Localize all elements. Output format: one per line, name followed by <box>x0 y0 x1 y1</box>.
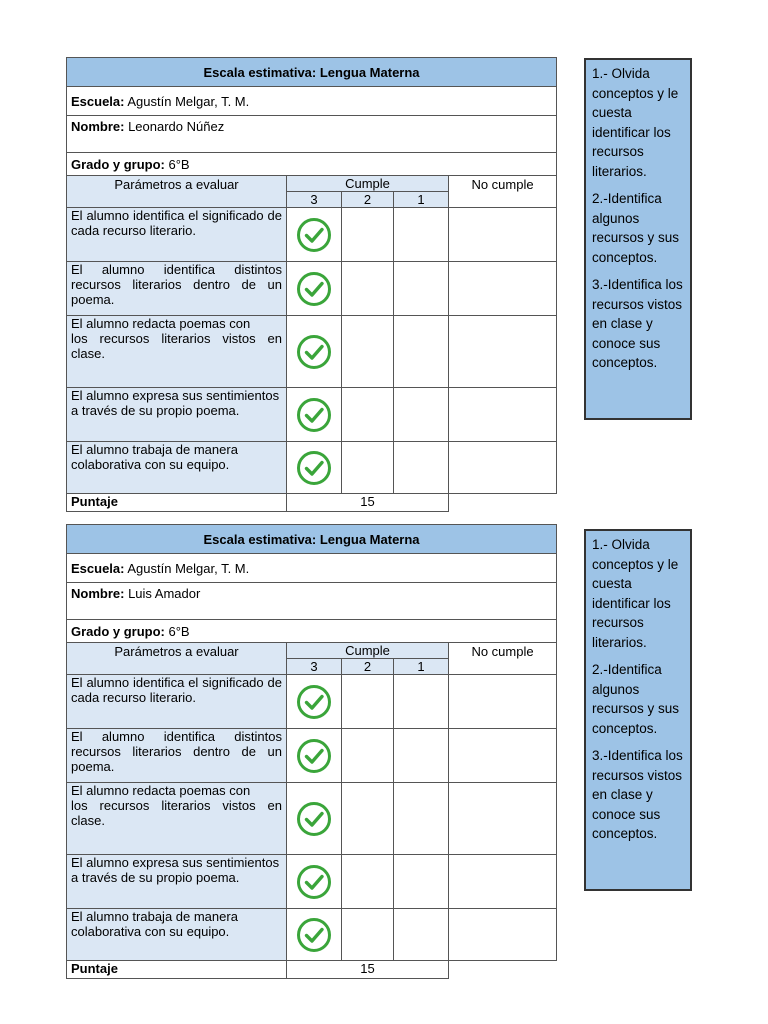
table-row <box>67 729 557 783</box>
table-row <box>67 262 557 316</box>
empty-cell <box>449 783 557 855</box>
legend-item-1: 1.- Olvida conceptos y le cuesta identificar los recursos literarios. <box>592 66 679 179</box>
school-label: Escuela: <box>71 93 125 109</box>
empty-cell <box>394 675 449 729</box>
table-row <box>67 675 557 729</box>
check-circle-icon <box>287 217 341 253</box>
empty-cell <box>394 388 449 442</box>
empty-cell <box>342 262 394 316</box>
level-2-header: 2 <box>342 192 394 208</box>
grade-row <box>67 620 557 643</box>
level-2-header: 2 <box>342 659 394 675</box>
empty-cell <box>449 675 557 729</box>
level-3-header: 3 <box>287 659 342 675</box>
check-circle-icon <box>287 271 341 307</box>
grade-row <box>67 153 557 176</box>
check-circle-icon <box>287 917 341 953</box>
parameter-text: El alumno redacta poemas con los recursos literarios vistos en clase. <box>67 316 287 388</box>
score-row <box>67 494 557 512</box>
school-row <box>67 87 557 116</box>
check-cell <box>287 316 342 388</box>
table-row <box>67 442 557 494</box>
empty-cell <box>449 208 557 262</box>
empty-cell <box>449 388 557 442</box>
school-value: Agustín Melgar, T. M. <box>124 93 250 109</box>
parameter-text: El alumno redacta poemas con los recursos literarios vistos en clase. <box>67 783 287 855</box>
legend-box <box>584 529 692 891</box>
legend-item-1: 1.- Olvida conceptos y le cuesta identificar los recursos literarios. <box>592 537 679 650</box>
grade-label: Grado y grupo: <box>71 156 165 172</box>
check-cell <box>287 262 342 316</box>
no-cumple-header: No cumple <box>449 176 557 208</box>
empty-cell <box>342 442 394 494</box>
check-circle-icon <box>287 738 341 774</box>
empty-cell <box>449 262 557 316</box>
parameter-text: El alumno identifica el significado de cada recurso literario. <box>67 208 287 262</box>
check-circle-icon <box>287 864 341 900</box>
legend-item-3: 3.-Identifica los recursos vistos en clase y conoce sus conceptos. <box>592 748 683 841</box>
name-row <box>67 583 557 620</box>
name-value: Luis Amador <box>124 586 201 601</box>
empty-cell <box>449 729 557 783</box>
check-cell <box>287 442 342 494</box>
check-cell <box>287 909 342 961</box>
parameter-text: El alumno identifica distintos recursos literarios dentro de un poema. <box>67 262 287 316</box>
empty-cell <box>449 855 557 909</box>
parameter-text: El alumno identifica distintos recursos literarios dentro de un poema. <box>67 729 287 783</box>
table-row <box>67 316 557 388</box>
school-label: Escuela: <box>71 560 125 576</box>
empty-cell <box>394 909 449 961</box>
check-cell <box>287 388 342 442</box>
check-cell <box>287 208 342 262</box>
table-row <box>67 208 557 262</box>
empty-cell <box>394 262 449 316</box>
legend-item-2: 2.-Identifica algunos recursos y sus conceptos. <box>592 191 680 265</box>
level-3-header: 3 <box>287 192 342 208</box>
score-value: 15 <box>287 494 449 512</box>
rubric-table <box>66 524 557 979</box>
empty-cell <box>342 909 394 961</box>
level-1-header: 1 <box>394 659 449 675</box>
grade-label: Grado y grupo: <box>71 623 165 639</box>
empty-cell <box>449 316 557 388</box>
empty-cell <box>394 855 449 909</box>
params-header: Parámetros a evaluar <box>67 643 287 675</box>
name-label: Nombre: <box>71 119 125 134</box>
legend-item-3: 3.-Identifica los recursos vistos en clase y conoce sus conceptos. <box>592 277 683 370</box>
blank <box>449 494 557 512</box>
empty-cell <box>449 909 557 961</box>
parameter-text: El alumno identifica el significado de cada recurso literario. <box>67 675 287 729</box>
empty-cell <box>394 442 449 494</box>
score-row <box>67 961 557 979</box>
empty-cell <box>449 442 557 494</box>
check-circle-icon <box>287 684 341 720</box>
empty-cell <box>342 208 394 262</box>
check-cell <box>287 675 342 729</box>
grade-value: 6°B <box>164 156 190 172</box>
empty-cell <box>342 316 394 388</box>
no-cumple-header: No cumple <box>449 643 557 675</box>
score-value: 15 <box>287 961 449 979</box>
empty-cell <box>342 783 394 855</box>
table-row <box>67 388 557 442</box>
legend-box <box>584 58 692 420</box>
params-header: Parámetros a evaluar <box>67 176 287 208</box>
cumple-header: Cumple <box>287 176 449 192</box>
level-1-header: 1 <box>394 192 449 208</box>
name-value: Leonardo Núñez <box>124 119 225 134</box>
table-row <box>67 783 557 855</box>
school-row <box>67 554 557 583</box>
grade-value: 6°B <box>164 623 190 639</box>
rubric-table <box>66 57 557 512</box>
parameter-text: El alumno expresa sus sentimientos a través de su propio poema. <box>67 855 287 909</box>
cumple-header: Cumple <box>287 643 449 659</box>
check-circle-icon <box>287 397 341 433</box>
empty-cell <box>342 729 394 783</box>
parameter-text: El alumno trabaja de manera colaborativa con su equipo. <box>67 442 287 494</box>
parameter-text: El alumno expresa sus sentimientos a través de su propio poema. <box>67 388 287 442</box>
rubric-1 <box>66 57 556 512</box>
blank <box>449 961 557 979</box>
table-row <box>67 855 557 909</box>
empty-cell <box>394 208 449 262</box>
check-circle-icon <box>287 334 341 370</box>
check-cell <box>287 855 342 909</box>
legend-item-2: 2.-Identifica algunos recursos y sus conceptos. <box>592 662 680 736</box>
rubric-title: Escala estimativa: Lengua Materna <box>67 58 557 87</box>
name-row <box>67 116 557 153</box>
parameter-text: El alumno trabaja de manera colaborativa con su equipo. <box>67 909 287 961</box>
empty-cell <box>394 729 449 783</box>
check-cell <box>287 783 342 855</box>
name-label: Nombre: <box>71 586 125 601</box>
school-value: Agustín Melgar, T. M. <box>124 560 250 576</box>
empty-cell <box>394 316 449 388</box>
table-row <box>67 909 557 961</box>
check-circle-icon <box>287 450 341 486</box>
check-cell <box>287 729 342 783</box>
empty-cell <box>394 783 449 855</box>
score-label: Puntaje <box>67 494 287 512</box>
score-label: Puntaje <box>67 961 287 979</box>
rubric-title: Escala estimativa: Lengua Materna <box>67 525 557 554</box>
empty-cell <box>342 675 394 729</box>
check-circle-icon <box>287 801 341 837</box>
empty-cell <box>342 388 394 442</box>
rubric-2 <box>66 524 556 979</box>
empty-cell <box>342 855 394 909</box>
